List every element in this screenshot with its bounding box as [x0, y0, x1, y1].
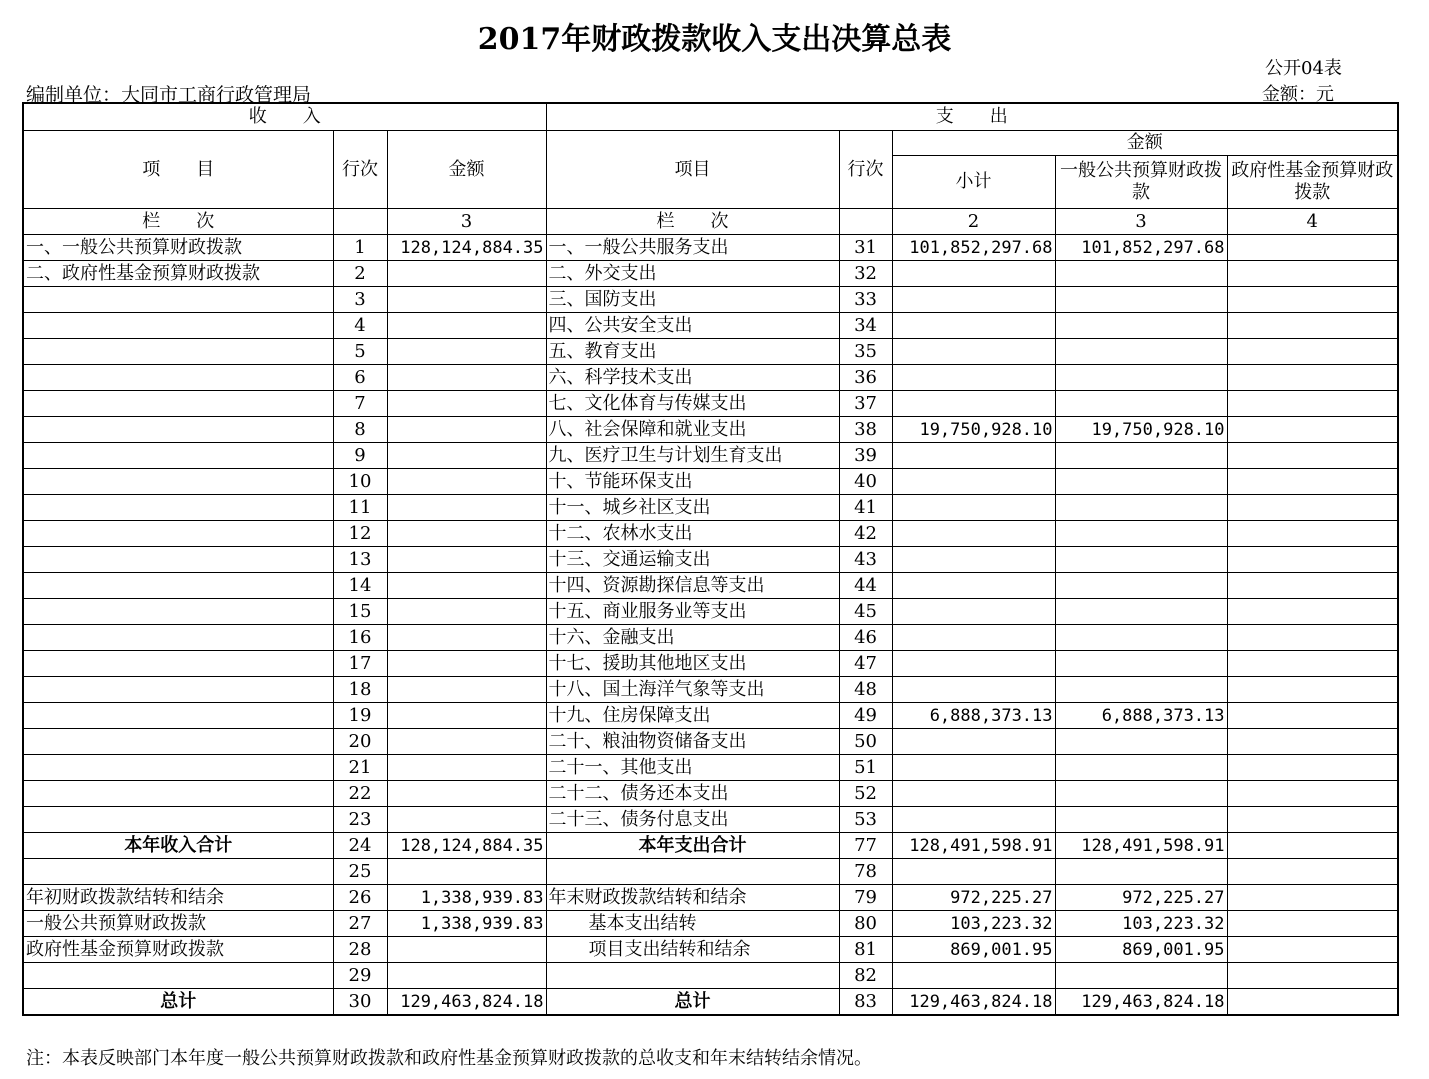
table-note: 注：本表反映部门本年度一般公共预算财政拨款和政府性基金预算财政拨款的总收支和年末结转结余情况。: [26, 1048, 872, 1069]
table-row: [23, 365, 1398, 391]
expense-general-budget: [1055, 521, 1227, 547]
income-row-no: 15: [333, 599, 387, 625]
table-row: [23, 599, 1398, 625]
expense-row-no: 78: [839, 859, 892, 885]
table-row: [23, 625, 1398, 651]
expense-gov-fund: [1227, 677, 1398, 703]
table-row: [23, 911, 1398, 937]
expense-general-budget: [1055, 651, 1227, 677]
expense-gov-fund: [1227, 989, 1398, 1016]
expense-general-budget: [1055, 365, 1227, 391]
table-row: [23, 235, 1398, 261]
column-number-3-left: 3: [387, 209, 546, 235]
expense-gov-fund: [1227, 963, 1398, 989]
expense-subtotal: [892, 443, 1055, 469]
expense-subtotal: [892, 495, 1055, 521]
expense-gov-fund: [1227, 391, 1398, 417]
income-amount: [387, 807, 546, 833]
income-row-no: 3: [333, 287, 387, 313]
income-row-no: 16: [333, 625, 387, 651]
expense-row-no: 35: [839, 339, 892, 365]
expense-general-budget: [1055, 599, 1227, 625]
expense-row-no: 82: [839, 963, 892, 989]
income-row-no: 29: [333, 963, 387, 989]
column-label-empty: [333, 209, 387, 235]
income-amount-header: 金额: [387, 131, 546, 209]
expense-row-no: 39: [839, 443, 892, 469]
expense-row-no: 34: [839, 313, 892, 339]
table-row: [23, 677, 1398, 703]
expense-gov-fund: [1227, 521, 1398, 547]
column-number-4: 4: [1227, 209, 1398, 235]
expense-general-budget: [1055, 287, 1227, 313]
income-row-no: 20: [333, 729, 387, 755]
income-item: [23, 703, 333, 729]
expense-item: 本年支出合计: [546, 833, 839, 859]
income-row-no: 2: [333, 261, 387, 287]
expense-row-no: 47: [839, 651, 892, 677]
income-item: [23, 651, 333, 677]
table-row: [23, 651, 1398, 677]
expense-row-no: 48: [839, 677, 892, 703]
expense-subtotal: [892, 963, 1055, 989]
expense-subtotal: 128,491,598.91: [892, 833, 1055, 859]
expense-subtotal: [892, 781, 1055, 807]
income-row-no: 19: [333, 703, 387, 729]
table-row: [23, 443, 1398, 469]
income-row-no: 9: [333, 443, 387, 469]
income-item: [23, 781, 333, 807]
expense-row-no-header: 行次: [839, 131, 892, 209]
income-item: [23, 859, 333, 885]
income-amount: [387, 703, 546, 729]
table-row: [23, 469, 1398, 495]
expense-subtotal: [892, 313, 1055, 339]
expense-item: 二十三、债务付息支出: [546, 807, 839, 833]
income-item: [23, 313, 333, 339]
income-amount: [387, 625, 546, 651]
income-item: [23, 625, 333, 651]
expense-gov-fund: [1227, 235, 1398, 261]
table-row: [23, 885, 1398, 911]
expense-subtotal: [892, 547, 1055, 573]
expense-subtotal: 101,852,297.68: [892, 235, 1055, 261]
expense-gov-fund: [1227, 443, 1398, 469]
expense-gov-fund: [1227, 261, 1398, 287]
expense-row-no: 77: [839, 833, 892, 859]
table-row: [23, 963, 1398, 989]
expense-subtotal: [892, 677, 1055, 703]
expense-gov-fund: [1227, 703, 1398, 729]
expense-general-budget: [1055, 547, 1227, 573]
expense-item: 十一、城乡社区支出: [546, 495, 839, 521]
expense-row-no: 32: [839, 261, 892, 287]
table-row: [23, 703, 1398, 729]
expense-general-budget: [1055, 781, 1227, 807]
expense-subtotal: 19,750,928.10: [892, 417, 1055, 443]
expense-row-no: 33: [839, 287, 892, 313]
expense-amount-header: 金额: [892, 131, 1398, 156]
expense-subtotal: [892, 365, 1055, 391]
income-item: [23, 339, 333, 365]
form-number: 公开04表: [1265, 58, 1342, 79]
income-row-no: 12: [333, 521, 387, 547]
expense-gov-fund: [1227, 495, 1398, 521]
expense-subtotal: [892, 651, 1055, 677]
expense-subtotal: [892, 755, 1055, 781]
income-item: [23, 677, 333, 703]
expense-general-budget: 19,750,928.10: [1055, 417, 1227, 443]
expense-subtotal: [892, 859, 1055, 885]
expense-item: 四、公共安全支出: [546, 313, 839, 339]
table-row: [23, 833, 1398, 859]
expense-item: 二、外交支出: [546, 261, 839, 287]
table-row: [23, 989, 1398, 1016]
table-row: [23, 547, 1398, 573]
income-amount: [387, 729, 546, 755]
income-row-no: 26: [333, 885, 387, 911]
expense-item: 年末财政拨款结转和结余: [546, 885, 839, 911]
expense-row-no: 79: [839, 885, 892, 911]
expense-general-budget: [1055, 729, 1227, 755]
income-item: [23, 755, 333, 781]
gov-fund-header: 政府性基金预算财政拨款: [1227, 156, 1398, 209]
income-amount: 1,338,939.83: [387, 911, 546, 937]
table-row: [23, 417, 1398, 443]
expense-gov-fund: [1227, 729, 1398, 755]
expense-row-no: 36: [839, 365, 892, 391]
expense-general-budget: 128,491,598.91: [1055, 833, 1227, 859]
income-amount: [387, 261, 546, 287]
income-amount: [387, 391, 546, 417]
expense-row-no: 51: [839, 755, 892, 781]
income-amount: [387, 547, 546, 573]
expense-item-header: 项目: [546, 131, 839, 209]
table-row: [23, 755, 1398, 781]
table-row: [23, 573, 1398, 599]
expense-subtotal: [892, 469, 1055, 495]
income-amount: [387, 313, 546, 339]
expense-general-budget: [1055, 755, 1227, 781]
income-amount: [387, 859, 546, 885]
expense-gov-fund: [1227, 573, 1398, 599]
income-item: 一般公共预算财政拨款: [23, 911, 333, 937]
expense-subtotal: 129,463,824.18: [892, 989, 1055, 1016]
income-item: 政府性基金预算财政拨款: [23, 937, 333, 963]
expense-general-budget: [1055, 573, 1227, 599]
table-row: [23, 495, 1398, 521]
income-amount: 1,338,939.83: [387, 885, 546, 911]
expense-item: [546, 859, 839, 885]
expense-item: 六、科学技术支出: [546, 365, 839, 391]
expense-general-budget: [1055, 443, 1227, 469]
expense-item: 七、文化体育与传媒支出: [546, 391, 839, 417]
expense-gov-fund: [1227, 287, 1398, 313]
expense-row-no: 43: [839, 547, 892, 573]
income-row-no: 10: [333, 469, 387, 495]
table-row: [23, 391, 1398, 417]
income-row-no: 23: [333, 807, 387, 833]
expense-item: 一、一般公共服务支出: [546, 235, 839, 261]
income-row-no: 18: [333, 677, 387, 703]
expense-gov-fund: [1227, 313, 1398, 339]
expense-header: 支 出: [546, 103, 1398, 131]
expense-gov-fund: [1227, 911, 1398, 937]
income-amount: [387, 963, 546, 989]
page-title: 2017年财政拨款收入支出决算总表: [477, 22, 952, 57]
income-item: 总计: [23, 989, 333, 1016]
column-label-empty: [839, 209, 892, 235]
expense-item: 十八、国土海洋气象等支出: [546, 677, 839, 703]
expense-item: 十二、农林水支出: [546, 521, 839, 547]
income-amount: [387, 417, 546, 443]
income-row-no: 27: [333, 911, 387, 937]
expense-gov-fund: [1227, 599, 1398, 625]
amount-unit: 金额：元: [1262, 84, 1334, 105]
expense-item: 二十、粮油物资储备支出: [546, 729, 839, 755]
subtotal-header: 小计: [892, 156, 1055, 209]
expense-row-no: 50: [839, 729, 892, 755]
table-row: [23, 729, 1398, 755]
income-row-no: 21: [333, 755, 387, 781]
expense-general-budget: 103,223.32: [1055, 911, 1227, 937]
income-amount: 129,463,824.18: [387, 989, 546, 1016]
expense-gov-fund: [1227, 365, 1398, 391]
expense-general-budget: [1055, 391, 1227, 417]
income-row-no: 4: [333, 313, 387, 339]
income-amount: [387, 573, 546, 599]
expense-row-no: 37: [839, 391, 892, 417]
income-item: [23, 469, 333, 495]
expense-subtotal: [892, 261, 1055, 287]
expense-item: 十四、资源勘探信息等支出: [546, 573, 839, 599]
expense-gov-fund: [1227, 625, 1398, 651]
expense-general-budget: [1055, 313, 1227, 339]
expense-row-no: 53: [839, 807, 892, 833]
expense-row-no: 52: [839, 781, 892, 807]
expense-general-budget: 6,888,373.13: [1055, 703, 1227, 729]
expense-row-no: 45: [839, 599, 892, 625]
income-row-no: 24: [333, 833, 387, 859]
expense-general-budget: [1055, 677, 1227, 703]
table-row: [23, 781, 1398, 807]
income-item: [23, 365, 333, 391]
expense-item: [546, 963, 839, 989]
expense-item: 基本支出结转: [546, 911, 839, 937]
expense-general-budget: 101,852,297.68: [1055, 235, 1227, 261]
income-item: [23, 521, 333, 547]
expense-general-budget: [1055, 339, 1227, 365]
income-amount: [387, 599, 546, 625]
expense-subtotal: [892, 573, 1055, 599]
income-item: [23, 443, 333, 469]
income-row-no: 11: [333, 495, 387, 521]
table-row: [23, 937, 1398, 963]
income-row-no: 7: [333, 391, 387, 417]
expense-general-budget: [1055, 807, 1227, 833]
income-amount: [387, 287, 546, 313]
expense-item: 十三、交通运输支出: [546, 547, 839, 573]
expense-general-budget: [1055, 963, 1227, 989]
expense-general-budget: 869,001.95: [1055, 937, 1227, 963]
table-row: [23, 521, 1398, 547]
income-amount: [387, 495, 546, 521]
expense-item: 十六、金融支出: [546, 625, 839, 651]
income-amount: [387, 521, 546, 547]
income-item: [23, 729, 333, 755]
expense-item: 项目支出结转和结余: [546, 937, 839, 963]
income-row-no: 22: [333, 781, 387, 807]
expense-subtotal: [892, 807, 1055, 833]
expense-gov-fund: [1227, 339, 1398, 365]
expense-row-no: 46: [839, 625, 892, 651]
income-item: 二、政府性基金预算财政拨款: [23, 261, 333, 287]
income-amount: 128,124,884.35: [387, 235, 546, 261]
column-number-2: 2: [892, 209, 1055, 235]
expense-gov-fund: [1227, 833, 1398, 859]
income-item: 本年收入合计: [23, 833, 333, 859]
expense-item: 二十一、其他支出: [546, 755, 839, 781]
income-item: 一、一般公共预算财政拨款: [23, 235, 333, 261]
expense-gov-fund: [1227, 547, 1398, 573]
income-item: [23, 547, 333, 573]
income-amount: [387, 365, 546, 391]
column-number-3: 3: [1055, 209, 1227, 235]
expense-gov-fund: [1227, 417, 1398, 443]
expense-item: 十九、住房保障支出: [546, 703, 839, 729]
expense-subtotal: 972,225.27: [892, 885, 1055, 911]
table-row: [23, 261, 1398, 287]
income-item: [23, 963, 333, 989]
expense-row-no: 81: [839, 937, 892, 963]
expense-item: 十五、商业服务业等支出: [546, 599, 839, 625]
expense-subtotal: [892, 339, 1055, 365]
income-row-no: 17: [333, 651, 387, 677]
expense-gov-fund: [1227, 937, 1398, 963]
expense-subtotal: [892, 391, 1055, 417]
expense-row-no: 41: [839, 495, 892, 521]
expense-general-budget: 129,463,824.18: [1055, 989, 1227, 1016]
expense-row-no: 49: [839, 703, 892, 729]
expense-gov-fund: [1227, 469, 1398, 495]
expense-item: 十七、援助其他地区支出: [546, 651, 839, 677]
table-row: [23, 807, 1398, 833]
income-header: 收 入: [23, 103, 546, 131]
expense-subtotal: 103,223.32: [892, 911, 1055, 937]
income-row-no: 13: [333, 547, 387, 573]
expense-row-no: 83: [839, 989, 892, 1016]
income-row-no: 25: [333, 859, 387, 885]
expense-general-budget: [1055, 859, 1227, 885]
table-row: [23, 287, 1398, 313]
expense-general-budget: [1055, 495, 1227, 521]
expense-subtotal: [892, 287, 1055, 313]
income-amount: [387, 937, 546, 963]
expense-general-budget: 972,225.27: [1055, 885, 1227, 911]
expense-row-no: 40: [839, 469, 892, 495]
income-item: [23, 599, 333, 625]
expense-subtotal: 869,001.95: [892, 937, 1055, 963]
income-row-no: 28: [333, 937, 387, 963]
expense-item: 十、节能环保支出: [546, 469, 839, 495]
expense-gov-fund: [1227, 859, 1398, 885]
income-amount: [387, 781, 546, 807]
income-item: [23, 287, 333, 313]
income-item: [23, 807, 333, 833]
expense-gov-fund: [1227, 885, 1398, 911]
income-amount: [387, 651, 546, 677]
expense-subtotal: 6,888,373.13: [892, 703, 1055, 729]
compiling-unit: 编制单位：大同市工商行政管理局: [26, 84, 312, 106]
expense-subtotal: [892, 625, 1055, 651]
income-amount: [387, 677, 546, 703]
income-item: [23, 573, 333, 599]
income-item: [23, 495, 333, 521]
income-item: 年初财政拨款结转和结余: [23, 885, 333, 911]
income-row-no: 14: [333, 573, 387, 599]
expense-subtotal: [892, 729, 1055, 755]
expense-general-budget: [1055, 625, 1227, 651]
expense-item: 三、国防支出: [546, 287, 839, 313]
table-row: [23, 313, 1398, 339]
income-row-no: 1: [333, 235, 387, 261]
expense-row-no: 44: [839, 573, 892, 599]
income-row-no: 8: [333, 417, 387, 443]
income-amount: [387, 443, 546, 469]
expense-subtotal: [892, 599, 1055, 625]
expense-general-budget: [1055, 261, 1227, 287]
income-row-no-header: 行次: [333, 131, 387, 209]
income-row-no: 30: [333, 989, 387, 1016]
expense-item: 八、社会保障和就业支出: [546, 417, 839, 443]
expense-item: 二十二、债务还本支出: [546, 781, 839, 807]
income-row-no: 5: [333, 339, 387, 365]
income-row-no: 6: [333, 365, 387, 391]
general-budget-header: 一般公共预算财政拨款: [1055, 156, 1227, 209]
table-row: [23, 339, 1398, 365]
expense-row-no: 31: [839, 235, 892, 261]
table-row: [23, 859, 1398, 885]
expense-item: 九、医疗卫生与计划生育支出: [546, 443, 839, 469]
income-item: [23, 391, 333, 417]
expense-row-no: 38: [839, 417, 892, 443]
expense-item: 总计: [546, 989, 839, 1016]
expense-gov-fund: [1227, 807, 1398, 833]
income-amount: [387, 339, 546, 365]
income-item: [23, 417, 333, 443]
expense-gov-fund: [1227, 651, 1398, 677]
budget-table: [22, 102, 1399, 1016]
income-amount: [387, 755, 546, 781]
expense-row-no: 42: [839, 521, 892, 547]
expense-subtotal: [892, 521, 1055, 547]
expense-row-no: 80: [839, 911, 892, 937]
column-label-left: 栏 次: [23, 209, 333, 235]
expense-general-budget: [1055, 469, 1227, 495]
income-item-header: 项 目: [23, 131, 333, 209]
income-amount: [387, 469, 546, 495]
column-label-right: 栏 次: [546, 209, 839, 235]
expense-gov-fund: [1227, 781, 1398, 807]
income-amount: 128,124,884.35: [387, 833, 546, 859]
expense-gov-fund: [1227, 755, 1398, 781]
expense-item: 五、教育支出: [546, 339, 839, 365]
